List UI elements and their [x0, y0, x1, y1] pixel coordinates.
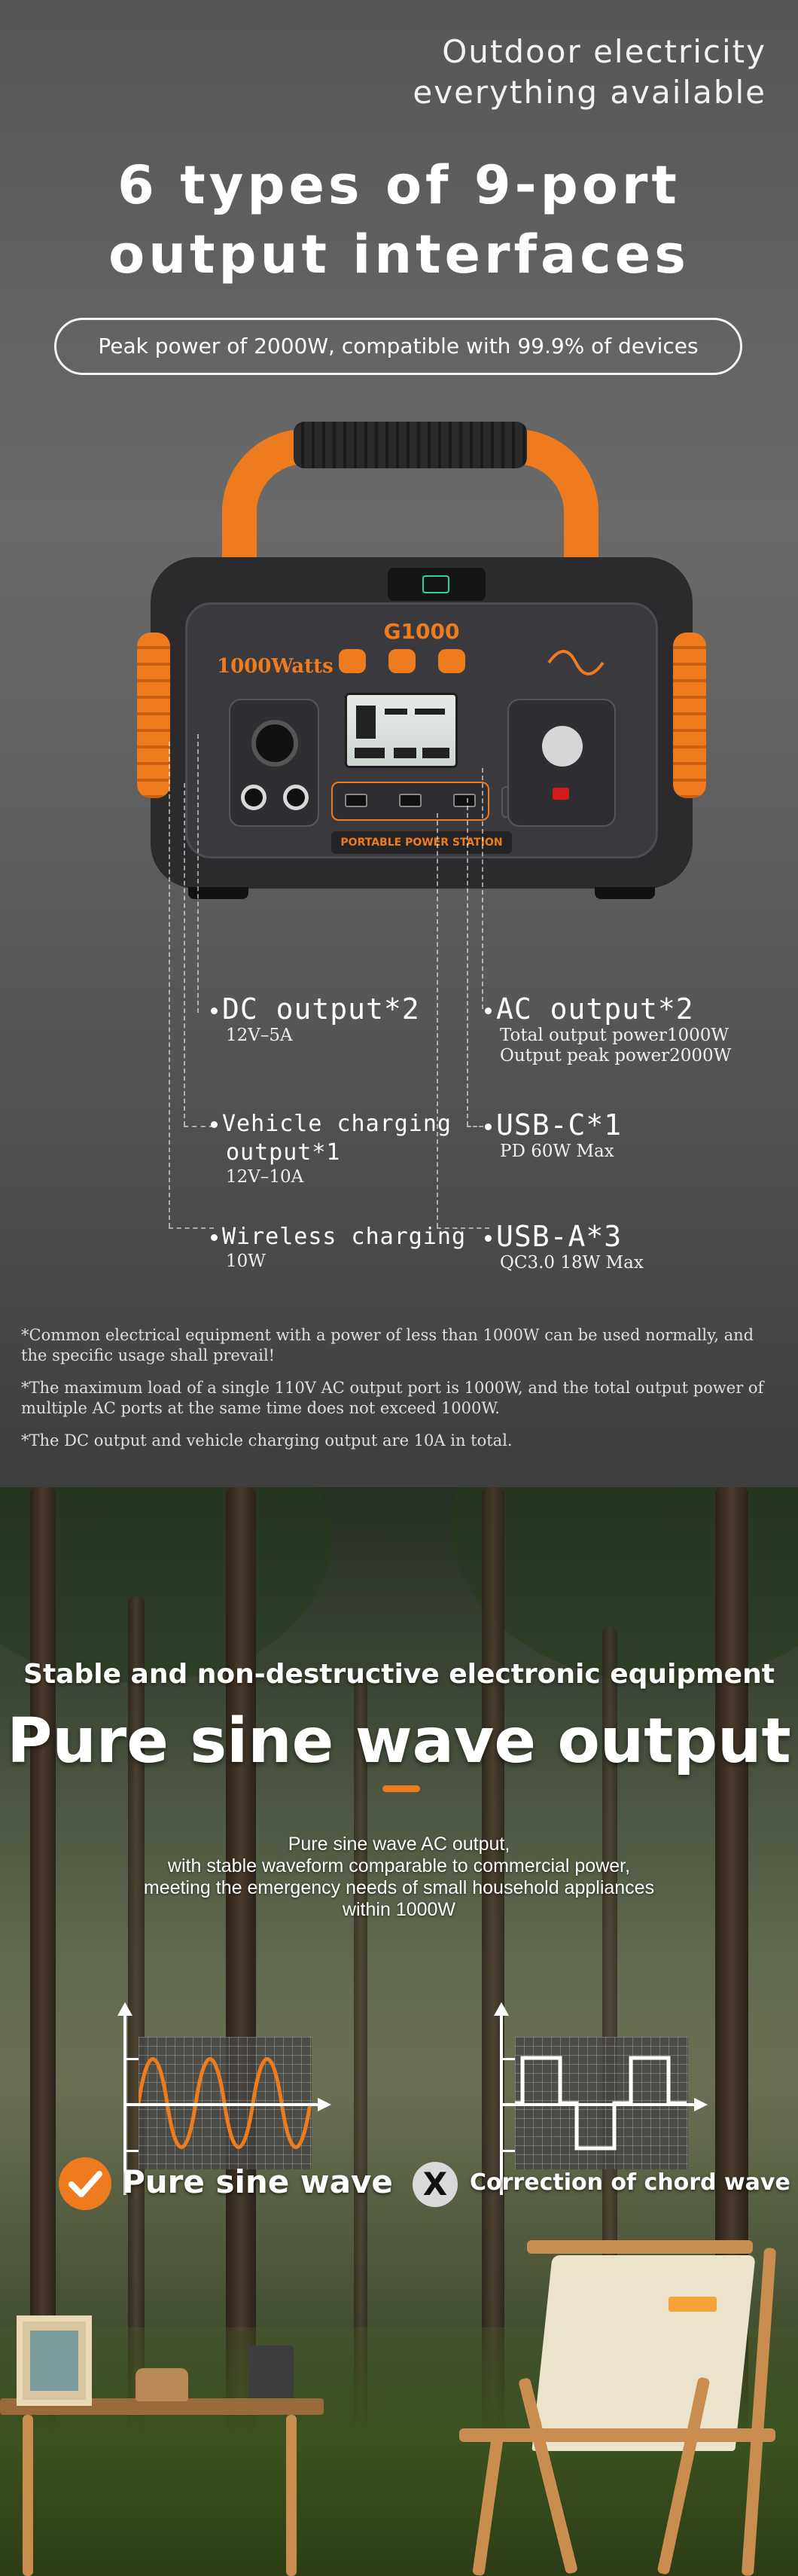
spec-detail: 12V–10A	[226, 1167, 304, 1187]
axis-tick	[500, 2150, 515, 2152]
spec-title: Wireless charging	[222, 1224, 467, 1250]
spec-detail: 10W	[226, 1251, 266, 1271]
spec-detail: QC3.0 18W Max	[500, 1253, 644, 1273]
headline-line-1: 6 types of 9-port	[117, 154, 681, 216]
vehicle-socket	[251, 720, 298, 767]
x-axis-arrow-icon	[694, 2098, 708, 2111]
leader-line	[169, 742, 170, 1227]
x-axis-arrow-icon	[318, 2098, 331, 2111]
chair-frame	[459, 2428, 775, 2442]
y-axis	[500, 2007, 503, 2195]
sine-wave-section	[0, 1487, 798, 2576]
handle-grip	[294, 422, 527, 468]
sine-wave-logo-icon	[546, 646, 606, 676]
leader-line	[467, 798, 468, 1126]
spec-title: AC output*2	[496, 992, 694, 1026]
spec-detail: Total output power1000W	[500, 1026, 729, 1045]
spec-ac-output	[485, 992, 731, 1066]
axis-tick	[500, 2058, 515, 2060]
leader-line	[184, 1126, 214, 1127]
device-strip: PORTABLE POWER STATION	[331, 831, 512, 854]
spec-title: DC output*2	[222, 992, 420, 1026]
x-axis	[123, 2103, 319, 2106]
wireless-charging-pad	[388, 568, 486, 601]
axis-tick	[123, 2058, 139, 2060]
table-leg	[286, 2415, 297, 2576]
description-line: within 1000W	[342, 1899, 456, 1920]
section-description	[0, 1834, 798, 1921]
lcd-display	[345, 693, 458, 768]
spec-wireless-charging	[211, 1223, 466, 1272]
description-line: meeting the emergency needs of small household appliances	[143, 1877, 655, 1898]
power-station-image	[151, 422, 693, 904]
section-subtitle: Stable and non-destructive electronic equipment	[23, 1659, 775, 1690]
spec-title: Vehicle charging	[222, 1111, 452, 1137]
legend-chord-wave: Correction of chord wave	[470, 2169, 790, 2196]
spec-title-line-2: output*1	[226, 1139, 341, 1166]
peak-power-pill: Peak power of 2000W, compatible with 99.9% of devices	[54, 318, 742, 375]
camp-chair	[531, 2255, 755, 2451]
ports-headline	[0, 151, 798, 289]
chair-tag	[669, 2297, 717, 2312]
footnote: *The DC output and vehicle charging output are 10A in total.	[21, 1431, 513, 1450]
usb-out-bar	[331, 782, 489, 821]
x-mark-icon: X	[413, 2162, 458, 2207]
dc-port-2	[283, 785, 309, 810]
headline-line-2: output interfaces	[108, 224, 690, 285]
y-axis-arrow-icon	[117, 2002, 132, 2016]
spec-dc-output	[211, 992, 420, 1046]
spec-usb-a	[485, 1220, 644, 1273]
cup	[248, 2346, 294, 2398]
footnote: *The maximum load of a single 110V AC output port is 1000W, and the total output power of multiple AC ports at the same time does not exceed 1000W.	[21, 1379, 764, 1417]
spec-detail: 12V–5A	[226, 1026, 293, 1045]
description-line: with stable waveform comparable to commercial power,	[167, 1855, 631, 1876]
brand-logo: G1000	[383, 619, 460, 644]
chair-frame	[527, 2240, 753, 2254]
x-axis	[500, 2103, 696, 2106]
footnote: *Common electrical equipment with a power of less than 1000W can be used normally, and the specific usage shall prevail!	[21, 1326, 754, 1364]
foot-right	[595, 887, 655, 899]
power-in-panel	[507, 699, 616, 827]
leader-line	[197, 734, 199, 1013]
right-bumper	[673, 633, 706, 798]
description-line: Pure sine wave AC output,	[288, 1834, 510, 1855]
vintage-radio	[136, 2368, 188, 2401]
spec-detail: Output peak power2000W	[500, 1046, 732, 1065]
leader-line	[184, 783, 185, 1126]
leader-line	[169, 1227, 214, 1229]
spec-vehicle-charging	[211, 1110, 452, 1187]
input-switch	[553, 788, 569, 800]
tagline-line-2: everything available	[413, 74, 766, 111]
ac-input-port	[542, 726, 583, 767]
spec-title: USB-C*1	[496, 1108, 623, 1142]
battery-icon	[422, 575, 449, 593]
leader-line	[482, 768, 483, 1009]
legend-pure-sine: Pure sine wave	[122, 2163, 393, 2200]
dc-out-panel	[229, 699, 319, 827]
photo	[30, 2331, 78, 2391]
tagline-line-1: Outdoor electricity	[442, 33, 766, 70]
watts-label: 1000Watts	[217, 655, 334, 678]
dc-port-1	[241, 785, 267, 810]
title-underline	[382, 1785, 420, 1792]
power-buttons	[339, 649, 504, 676]
footnotes	[21, 1325, 781, 1463]
table-leg	[23, 2415, 33, 2576]
section-title: Pure sine wave output	[7, 1706, 791, 1777]
tagline	[315, 32, 766, 113]
check-icon	[59, 2157, 111, 2210]
axis-tick	[123, 2150, 139, 2152]
left-bumper	[137, 633, 170, 798]
spec-title: USB-A*3	[496, 1220, 623, 1253]
y-axis-arrow-icon	[494, 2002, 509, 2016]
spec-usb-c	[485, 1108, 622, 1162]
spec-detail: PD 60W Max	[500, 1142, 614, 1161]
